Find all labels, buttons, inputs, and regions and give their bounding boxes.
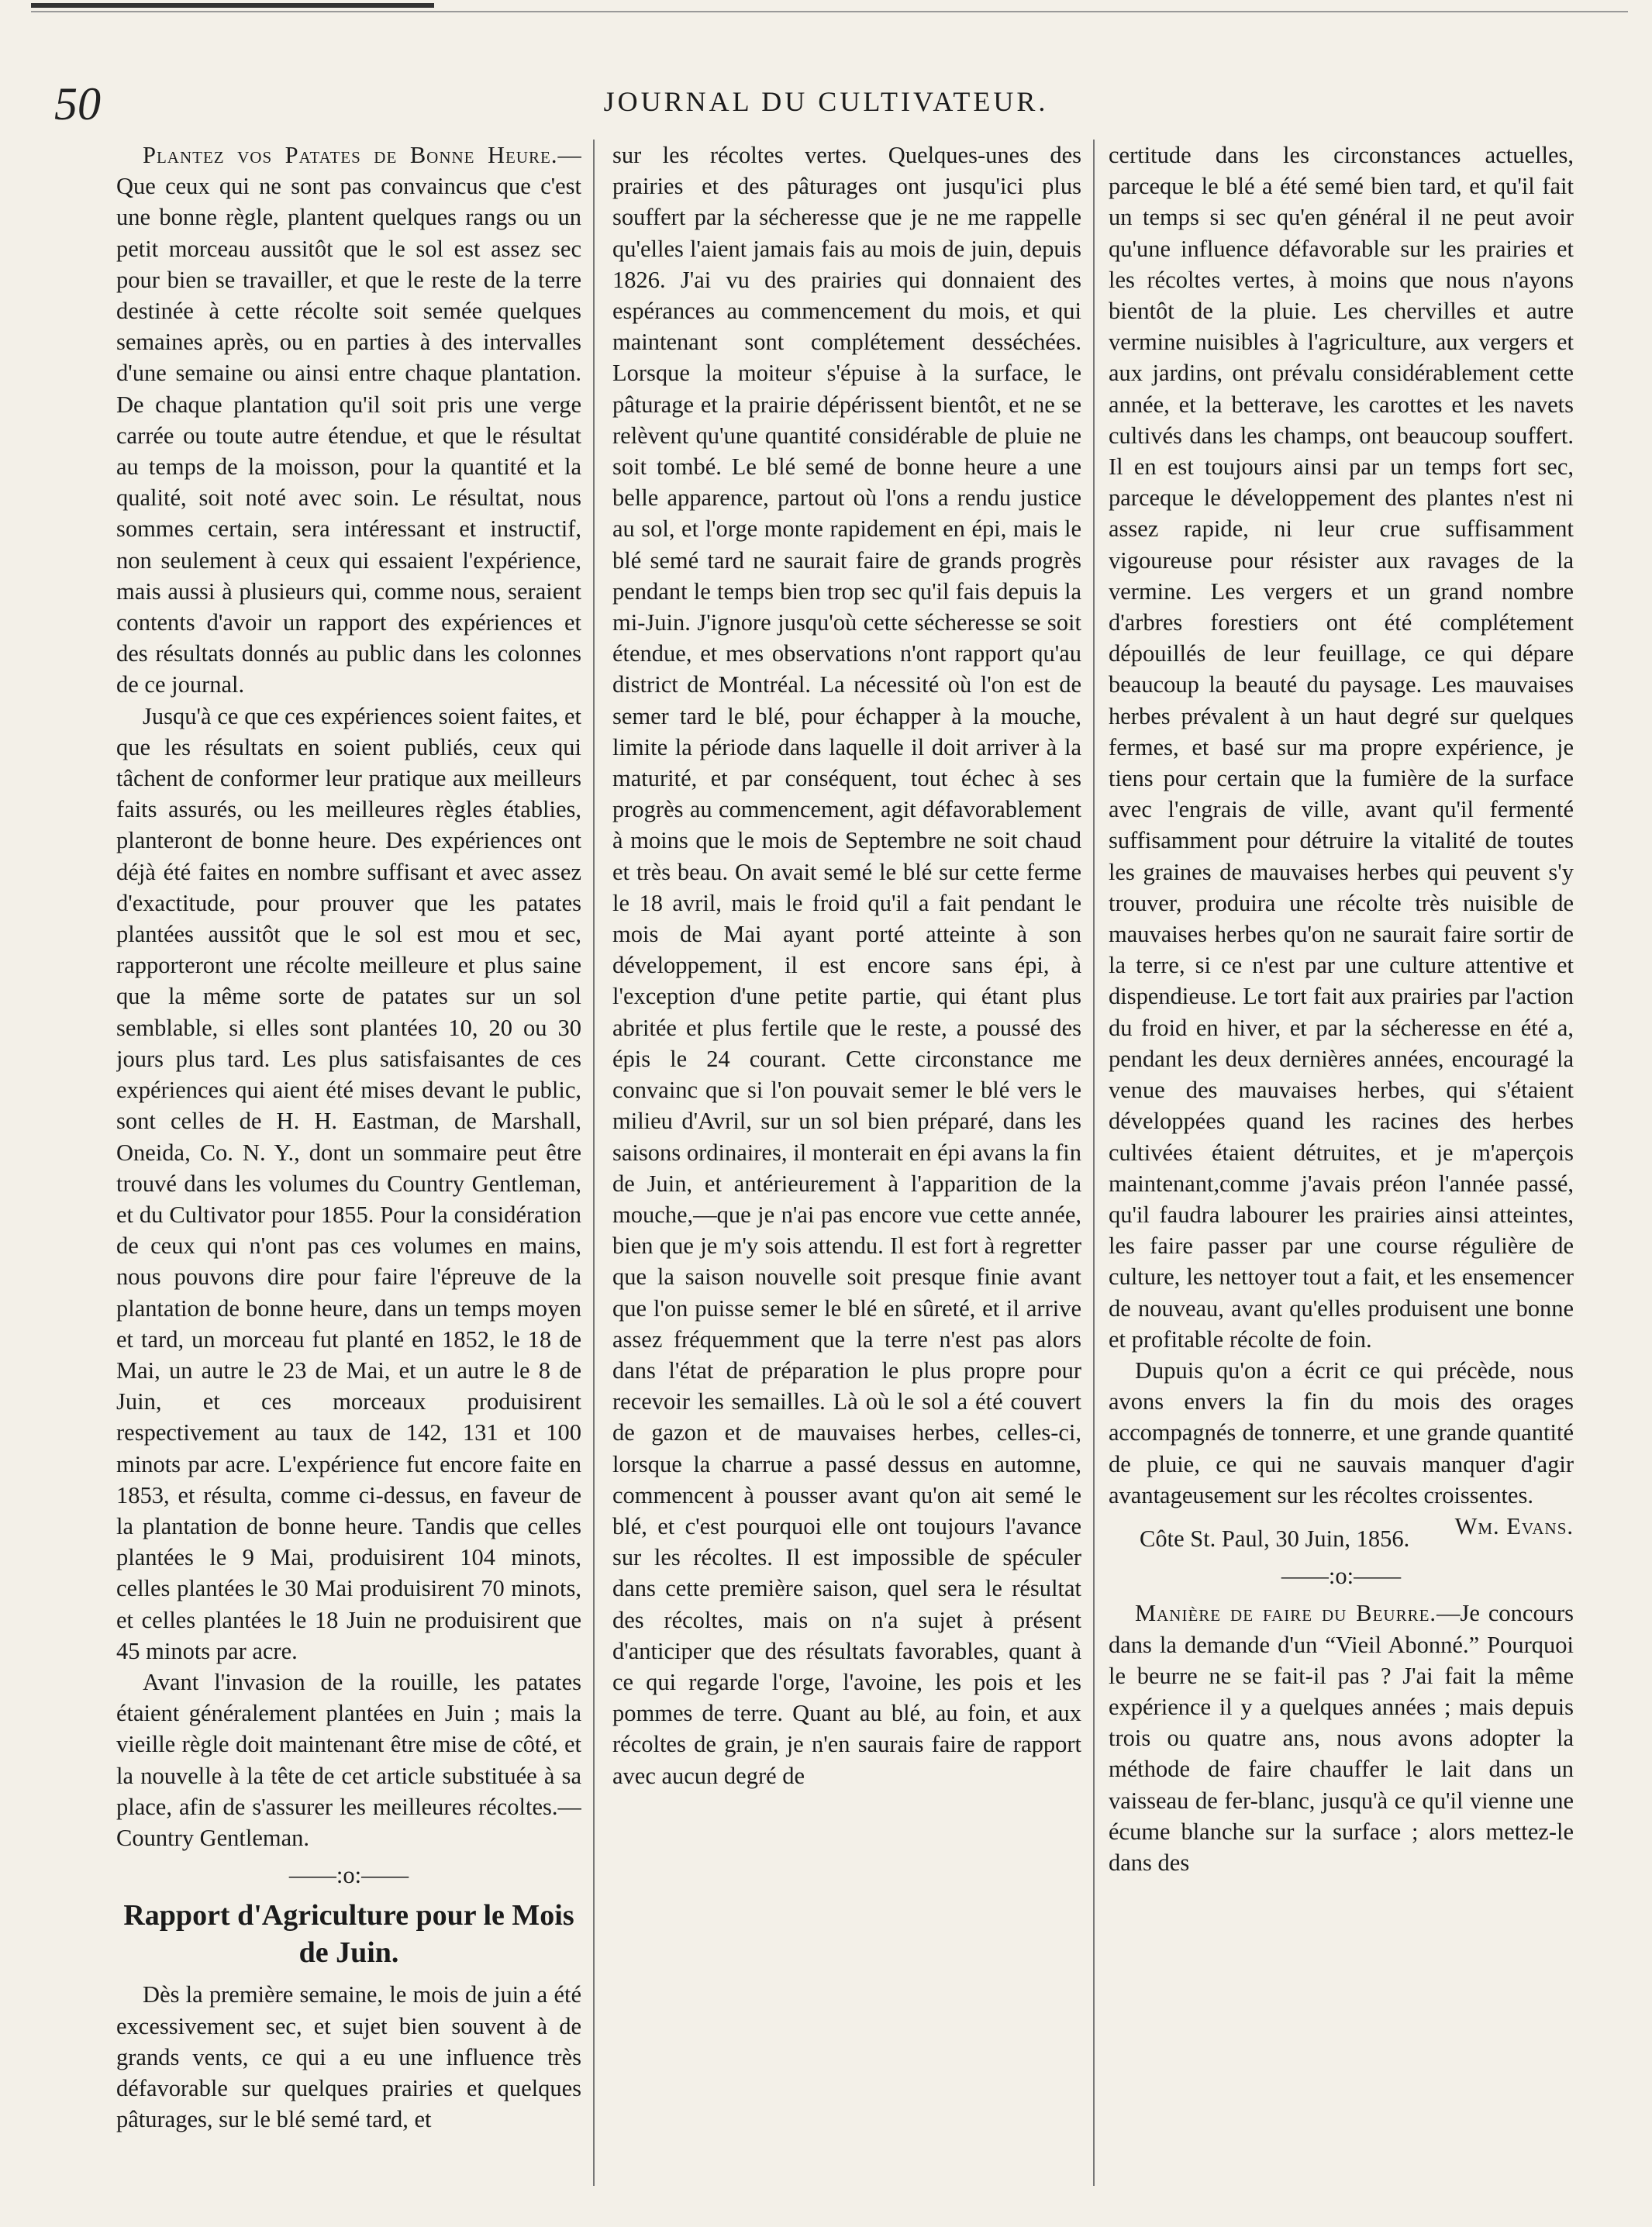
column-3 [1109, 140, 1574, 2186]
article-report-title: Rapport d'Agriculture pour le Mois de Juin. [123, 1899, 574, 1970]
article-report-p2: certitude dans les circonstances actuelles, parceque le blé a été semé bien tard, et qu'il fait un temps si sec qu'en général il ne peut avoir qu'une influence défavorable sur les prairies et les récoltes vertes, à moins que nous n'ayons bientôt de la pluie. Les chervilles et autre vermine nuisibles à l'agriculture, aux vergers et aux jardins, ont prévalu considérablement cette année, et la betterave, les carottes et les navets cultivés dans les champs, ont beaucoup souffert. Il en est toujours ainsi par un temps fort sec, parceque le développement des plantes n'est ni assez rapide, ni leur crue suffisamment vigoureuse pour résister aux ravages de la vermine. Les vergers et un grand nombre d'arbres forestiers ont été complétement dépouillés de leur feuillage, ce qui dépare beaucoup la beauté du paysage. Les mauvaises herbes prévalent à un haut degré sur quelques fermes, et basé sur ma propre expérience, je tiens pour certain que la fumière de la surface avec l'engrais de ville, avant qu'il fermenté suffisamment pour détruire la vitalité de toutes les graines de mauvaises herbes qui peuvent s'y trouver, produira une récolte très nuisible de mauvaises herbes qu'on ne saurait faire sortir de la terre, si ce n'est par une culture attentive et dispendieuse. Le tort fait aux prairies par l'action du froid en hiver, et par la sécheresse en été a, pendant les deux dernières années, encouragé la venue des mauvaises herbes, qui s'étaient développées quand les racines des herbes cultivées étaient détruites, et je m'aperçois maintenant,comme j'avais préon l'année passé, qu'il faudra labourer les prairies ainsi atteintes, les faire passer par une course régulière de culture, les nettoyer tout a fait, et les ensemencer de nouveau, avant qu'elles produisent une bonne et profitable récolte de foin. [1109, 142, 1574, 1353]
article-report-continued: sur les récoltes vertes. Quelques-unes des prairies et des pâturages ont jusqu'ici plus souffert par la sécheresse que je ne me rappelle qu'elles l'aient jamais fais au mois de juin, depuis 1826. J'ai vu des prairies qui donnaient des espérances au commencement du mois, et qui maintenant sont complétement desséchées. Lorsque la moiteur s'épuise à la surface, le pâturage et la prairie dépérissent bientôt, et ne se relèvent qu'une quantité considérable de pluie ne soit tombé. Le blé semé de bonne heure a une belle apparence, partout où l'ons a rendu justice au sol, et l'orge monte rapidement en épi, mais le blé semé tard ne saurait faire de grands progrès pendant le temps bien trop sec qu'il fais depuis la mi-Juin. J'ignore jusqu'où cette sécheresse se soit étendue, et mes observations n'ont rapport qu'au district de Montréal. La nécessité où l'on est de semer tard le blé, pour échapper à la mouche, limite la période dans laquelle il doit arriver à la maturité, et par conséquent, tout échec à ses progrès au commencement, agit défavorablement à moins que le mois de Septembre ne soit chaud et très beau. On avait semé le blé sur cette ferme le 18 avril, mais le froid qu'il a fait pendant le mois de Mai ayant porté atteinte à son développement, il est encore sans épi, à l'exception d'une petite partie, qui étant plus abritée et plus fertile que le reste, a poussé des épis le 24 courant. Cette circonstance me convainc que si l'on pouvait semer le blé vers le milieu d'Avril, sur un sol bien préparé, dans les saisons ordinaires, il monterait en épi avans la fin de Juin, et antérieurement à l'apparition de la mouche,—que je n'ai pas encore vue cette année, bien que je m'y sois attendu. Il est fort à regretter que la saison nouvelle soit presque finie avant que l'on puisse semer le blé en sûreté, et il arrive assez fréquemment que la terre n'est pas alors dans l'état de préparation le plus propre pour recevoir les semailles. Là où le sol a été couvert de gazon et de mauvaises herbes, celles-ci, lorsque la charrue a passé dessus en automne, commencent à pousser avant qu'on ait semé le blé, et c'est pourquoi elle ont toujours l'avance sur les récoltes. Il est impossible de spéculer dans cette première saison, quel sera le résultat des récoltes, mais on n'a sujet à présent d'anticiper que des résultats favorables, quant à ce qui regarde l'orge, l'avoine, les pois et les pommes de terre. Quant au blé, au foin, et aux récoltes de grain, je n'en saurais faire de rapport avec aucun degré de [612, 142, 1081, 1789]
article-report-p3-text: Dupuis qu'on a écrit ce qui précède, nous avons envers la fin du mois des orages accompagnés de tonnerre, et une grande quantité de pluie, ce qui ne sauvais manquer d'agir avantageusement sur les récoltes croissentes. [1109, 1357, 1574, 1508]
article-potatoes-text: —Que ceux qui ne sont pas convaincus que c'est une bonne règle, plantent quelques rangs ou un petit morceau aussitôt que le sol est assez sec pour bien se travailler, et que le reste de la terre destinée à cette récolte soit semée quelques semaines après, ou en parties à des intervalles d'une semaine ou ainsi entre chaque plantation. De chaque plantation qu'il soit pris une verge carrée ou toute autre étendue, et que le résultat au temps de la moisson, pour la quantité et la qualité, soit noté avec soin. Le résultat, nous sommes certain, sera intéressant et instructif, non seulement à ceux qui essaient l'expérience, mais aussi à plusieurs qui, comme nous, seraient contents d'avoir un rapport des expériences et des résultats donnés au public dans les colonnes de ce journal. [116, 142, 581, 698]
article-potatoes-p1 [116, 140, 581, 701]
page-number: 50 [54, 78, 101, 129]
separator-2: ——:o:—— [1281, 1563, 1402, 1590]
column-divider-1 [593, 140, 595, 2186]
article-butter-p1 [1109, 1598, 1574, 1878]
separator: ——:o:—— [288, 1862, 409, 1889]
article-potatoes-p3: Avant l'invasion de la rouille, les patates étaient généralement plantées en Juin ; mais la vieille règle doit maintenant être mise de côté, et la nouvelle à la tête de cet article substituée à sa place, afin de s'assurer les meilleures récoltes.—Country Gentleman. [116, 1668, 581, 1851]
column-2 [612, 140, 1081, 2186]
page-header: JOURNAL DU CULTIVATEUR. [603, 86, 1049, 117]
dateline: Côte St. Paul, 30 Juin, 1856. [1140, 1525, 1410, 1552]
column-divider-2 [1093, 140, 1095, 2186]
author-signature: Wm. Evans. [1454, 1512, 1574, 1539]
article-potatoes-p2: Jusqu'à ce que ces expériences soient faites, et que les résultats en soient publiés, ceux qui tâchent de conformer leur pratique aux meilleurs faits assurés, ou les meilleures règles établies, planteront de bonne heure. Des expériences ont déjà été faites en nombre suffisant et avec assez d'exactitude, pour prouver que les patates plantées aussitôt que le sol est mou et sec, rapporteront une récolte meilleure et plus saine que la même sorte de patates sur un sol semblable, si elles sont plantées 10, 20 ou 30 jours plus tard. Les plus satisfaisantes de ces expériences qui aient été mises devant le public, sont celles de H. H. Eastman, de Marshall, Oneida, Co. N. Y., dont un sommaire peut être trouvé dans les volumes du Country Gentleman, et du Cultivator pour 1855. Pour la considération de ceux qui n'ont pas ces volumes en mains, nous pouvons dire pour faire l'épreuve de la plantation de bonne heure, dans un temps moyen et tard, un morceau fut planté en 1852, le 18 de Mai, un autre le 23 de Mai, et un autre le 8 de Juin, et ces morceaux produisirent respectivement au taux de 142, 131 et 100 minots par acre. L'expérience fut encore faite en 1853, et résulta, comme ci-dessus, en faveur de la plantation de bonne heure. Tandis que celles plantées le 9 Mai, produisirent 104 minots, celles plantées le 30 Mai produisirent 70 minots, et celles plantées le 18 Juin ne produisirent que 45 minots par acre. [116, 702, 581, 1664]
article-report-p1: Dès la première semaine, le mois de juin a été excessivement sec, et sujet bien souvent à de grands vents, ce qui a eu une influence très défavorable sur quelques prairies et quelques pâturages, sur le blé semé tard, et [116, 1981, 581, 2133]
top-rule [31, 3, 434, 8]
article-butter-text: —Je concours dans la demande d'un “Vieil Abonné.” Pourquoi le beurre ne se fait-il pas ? J'ai fait la même expérience il y a quelques années ; mais depuis trois ou quatre ans, nous avons adopter la méthode de faire chauffer le lait dans un vaisseau de fer-blanc, jusqu'à ce qu'il vienne une écume blanche sur la surface ; alors mettez-le dans des [1109, 1600, 1574, 1876]
top-thin-rule [31, 11, 1628, 12]
article-potatoes-title: Plantez vos Patates de Bonne Heure. [143, 142, 558, 168]
column-1 [116, 140, 581, 2186]
article-butter-title: Manière de faire du Beurre. [1135, 1600, 1437, 1627]
